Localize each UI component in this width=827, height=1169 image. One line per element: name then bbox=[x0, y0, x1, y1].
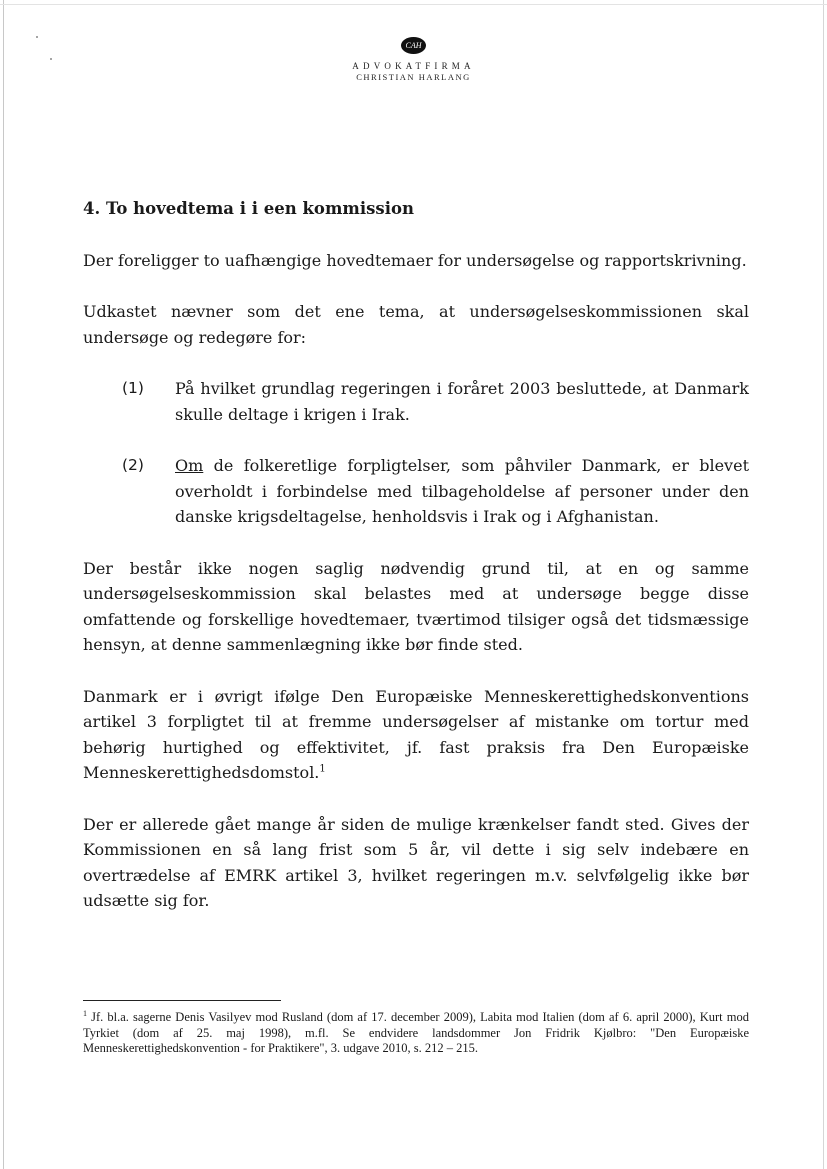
document-body bbox=[83, 196, 749, 940]
firm-name-line2: CHRISTIAN HARLANG bbox=[356, 72, 471, 82]
list-text bbox=[175, 453, 749, 530]
page-edge-top bbox=[0, 4, 827, 5]
logo-text: CAH bbox=[405, 41, 422, 50]
paragraph-3: Der består ikke nogen saglig nødvendig grund til, at en og samme undersøgelseskommission skal belastes med at undersøge begge disse omfattende og forskellige hovedtemaer, tværtimod tilsiger også det tidsmæssige hensyn, at denne sammenlægning ikke bør finde sted. bbox=[83, 558, 749, 654]
page-edge-right bbox=[823, 0, 824, 1169]
paragraph-4 bbox=[83, 684, 749, 786]
list-text-rest: de folkeretlige forpligtelser, som påhviler Danmark, er blevet overholdt i forbindelse med tilbageholdelse af personer under den danske krigsdeltagelse, henholdsvis i Irak og i Afghanistan. bbox=[175, 456, 749, 526]
list-text: På hvilket grundlag regeringen i foråret 2003 besluttede, at Danmark skulle deltage i krigen i Irak. bbox=[175, 379, 749, 424]
paragraph-2: Udkastet nævner som det ene tema, at undersøgelseskommissionen skal undersøge og redegøre for: bbox=[83, 302, 749, 347]
paragraph-5: Der er allerede gået mange år siden de mulige krænkelser fandt sted. Gives der Kommissionen en så lang frist som 5 år, vil dette i sig selv indebære en overtrædelse af EMRK artikel 3, hvilket regeringen m.v. selvfølgelig ikke bør udsætte sig for. bbox=[83, 814, 749, 910]
firm-name-line1: ADVOKATFIRMA bbox=[352, 61, 475, 71]
page-edge-left bbox=[3, 0, 4, 1169]
footnote-mark: 1 bbox=[83, 1008, 87, 1018]
footnote-reference[interactable]: 1 bbox=[319, 763, 326, 775]
paragraph-4-text: Danmark er i øvrigt ifølge Den Europæiske Menneskerettighedskonventions artikel 3 forpligtet til at fremme undersøgelser af mistanke om tortur med behørig hurtighed og effektivitet, jf. fast praksis fra Den Europæiske Menneskerettighedsdomstol. bbox=[83, 686, 749, 782]
footnote-divider bbox=[83, 1000, 281, 1001]
footnote-text: Jf. bl.a. sagerne Denis Vasilyev mod Rusland (dom af 17. december 2009), Labita mod Italien (dom af 6. april 2000), Kurt mod Tyrkiet (dom af 25. maj 1998), m.fl. Se endvidere landsdommer Jon Fridrik Kjølbro: "Den Europæiske Menneskerettighedskonvention - for Praktikere", 3. udgave 2010, s. 212 – 215. bbox=[83, 1010, 749, 1055]
underlined-word: Om bbox=[175, 456, 204, 475]
letterhead bbox=[0, 33, 827, 82]
section-heading: 4. To hovedtema i i een kommission bbox=[83, 199, 414, 218]
list-number: (1) bbox=[122, 379, 144, 397]
list-number: (2) bbox=[122, 456, 144, 474]
footnote bbox=[83, 1010, 749, 1057]
list-item-1 bbox=[83, 376, 749, 427]
list-item-2 bbox=[83, 453, 749, 530]
paragraph-1: Der foreligger to uafhængige hovedtemaer for undersøgelse og rapportskrivning. bbox=[83, 250, 747, 270]
firm-logo-icon bbox=[401, 37, 426, 54]
